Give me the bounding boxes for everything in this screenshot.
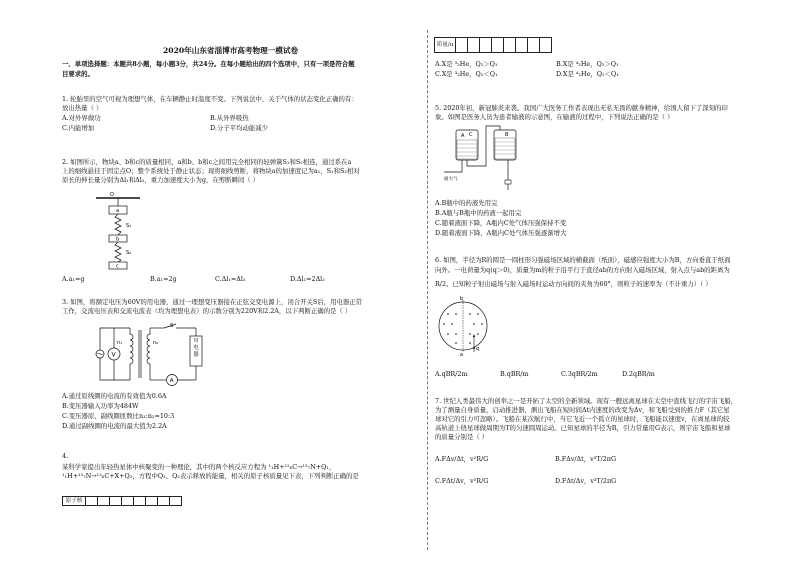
q4-stem: 某科学家提出年轻热星体中核聚变的一种理论，其中的两个核反应方程为 ¹₁H+¹²₆C→¹³₇N+Q₁， [62, 463, 336, 471]
q2-option-d[interactable]: D.Δl₁=2Δl₂ [290, 275, 325, 283]
q2-stem-cont1: 上的细线悬挂于固定点O；整个系统处于静止状态；现将细线剪断，将物块a的加速度记为a₁，S₁和S₂相对 [62, 167, 360, 175]
q6-stem-cont2: R/2。已知粒子射出磁场与射入磁场时运动方向间的夹角为60°，则粒子的速率为（不计重力）（ ） [435, 280, 712, 288]
q4-option-c[interactable]: C.X是 ³₂He，Q₂＜Q₁ [435, 70, 498, 78]
q6-label-b: b [460, 296, 464, 302]
q4-nuclide-table-left [62, 496, 182, 506]
q7-stem-cont4: 的质量分别是（ ） [435, 433, 489, 441]
q5-label-b: B [505, 132, 509, 138]
q2-label-o: O [110, 192, 114, 198]
q2-label-a: a [116, 208, 120, 214]
q6-option-c[interactable]: C.3qBR/2m [561, 370, 598, 378]
q2-label-b: b [116, 236, 120, 243]
q3-label-n2: n₂ [153, 340, 159, 346]
q2-label-s2: S₂ [126, 250, 132, 256]
q4-number: 4. [62, 452, 69, 460]
q4-option-d[interactable]: D.X是 ⁴₂He，Q₂＜Q₁ [556, 70, 619, 78]
q3-stem: 3. 如图，将额定电压为60V的用电器，通过一理想变压器接在正弦交变电源上，闭合开关S后，用电器正常 [62, 298, 363, 306]
q7-stem-cont1: 为了测量自身质量，启动推进器，测出飞船在短时间Δt内速度的改变为Δv，和飞船受到的推力F（其它星 [435, 406, 730, 414]
q5-bottle-a [456, 130, 478, 160]
q7-stem-cont3: 高轨道上绕星球做周期为T的匀速圆周运动。已知星球的半径为R，引力常量用G表示，则宇宙飞船和星球 [435, 424, 731, 432]
q1-option-d[interactable]: D.分子平均动能减少 [210, 124, 269, 132]
q6-option-b[interactable]: B.qBR/m [500, 370, 529, 378]
q5-option-d[interactable]: D.随着液面下降，A瓶内C处气体压强逐渐增大 [435, 229, 567, 237]
q7-option-a[interactable]: A.FΔv/Δt，v²R/G [435, 455, 489, 463]
q1-stem-cont: 放出热量（ ） [62, 104, 103, 112]
q4-stem-cont: ¹₁H+¹⁵₇N→¹²₆C+X+Q₂，方程中Q₁、Q₂表示释放的能量，相关的原子核质量见下表，下列判断正确的是 [62, 472, 359, 480]
q3-option-a[interactable]: A.通过原线圈的电流的有效值为0.6A [62, 392, 167, 400]
section1-heading-cont: 目要求的。 [62, 70, 94, 78]
q5-stem-cont: 象。如图是医务人员为患者输液的示意图，在输液的过程中，下列说法正确的是（ ） [435, 113, 674, 121]
q4-table-header-text: 原子核 [65, 498, 83, 504]
q5-stem: 5. 2020年初，新冠肺炎来袭。我国广大医务工作者表现出无私无畏的献身精神，给国人留下了深刻的印 [435, 104, 728, 112]
q3-option-d[interactable]: D.通过副线圈的电流的最大值为2.2A [62, 422, 167, 430]
q3-label-s: S [170, 323, 174, 329]
q3-option-c[interactable]: C.变压器原、副线圈匝数比n₁:n₂=10:3 [62, 412, 175, 420]
q6-particle [473, 347, 475, 349]
q7-option-b[interactable]: B.FΔv/Δt，v³T/2πG [555, 455, 617, 463]
q3-label-v: V [111, 351, 116, 359]
q1-option-c[interactable]: C.内能增加 [62, 124, 95, 132]
q4-option-b[interactable]: B.X是 ⁴₂He，Q₂＞Q₁ [556, 60, 619, 68]
q2-spring-s1 [115, 214, 121, 235]
q3-stem-cont: 工作，交流电压表和交流电流表（均为理想电表）的示数分别为220V和2.2A，以下判断正确的是（ ） [62, 307, 352, 315]
q3-label-load: 用电器 [193, 338, 199, 358]
q2-option-c[interactable]: C.Δl₁=Δl₂ [215, 275, 246, 283]
q3-transformer-circuit [92, 322, 212, 386]
q7-stem-cont2: 球对它的引力可忽略）。飞船在某次航行中，当它飞近一个孤立的星球时，飞船能以速度v，在离星球的较 [435, 415, 730, 423]
q1-option-a[interactable]: A.对外界做功 [62, 114, 101, 122]
q4-table-mass-label [435, 38, 456, 53]
q2-stem: 2. 如图所示，物块a、b和c的质量相同，a和b、b和c之间用完全相同的轻弹簧S₁和S₂相连，通过系在a [62, 158, 352, 166]
q2-stem-cont2: 原长的伸长量分别为Δl₁和Δl₂，重力加速度大小为g，在剪断瞬间（ ） [62, 176, 260, 184]
q5-label-c: C [469, 132, 473, 138]
q6-velocity-arrow [473, 334, 475, 337]
q5-option-a[interactable]: A.B瓶中的药液先用完 [435, 199, 498, 207]
q7-stem: 7. 世纪人类最伟大的创举之一是开拓了太空的全新领域。现有一艘远离星球在太空中直线飞行的宇宙飞船， [435, 397, 738, 405]
q5-option-b[interactable]: B.A瓶与B瓶中的药液一起用完 [435, 209, 522, 217]
q2-option-b[interactable]: B.a₁=2g [150, 275, 177, 283]
q5-label-a: A [461, 133, 465, 139]
exam-title: 2020年山东省淄博市高考物理一模试卷 [163, 46, 299, 55]
q1-option-b[interactable]: B.从外界吸热 [210, 114, 249, 122]
q4-table-mass-text: 质量/u [436, 42, 454, 48]
q2-spring-diagram [88, 192, 148, 270]
q7-option-d[interactable]: D.FΔt/Δv，v³T/2πG [555, 477, 617, 485]
q4-option-a[interactable]: A.X是 ³₂He，Q₂＞Q₁ [435, 60, 498, 68]
q5-infusion-diagram [442, 124, 530, 192]
q3-label-a: A [169, 378, 174, 385]
q2-spring-s2 [115, 242, 121, 262]
q2-option-a[interactable]: A.a₁=g [62, 275, 85, 283]
q4-table-header [63, 497, 86, 506]
q3-secondary-coil [147, 328, 150, 380]
q5-air-tube [444, 160, 462, 172]
q6-stem: 6. 如图，半径为R的圆是一圆柱形匀强磁场区域的横截面（纸面），磁感应强度大小为B，方向垂直于纸面 [435, 256, 731, 264]
q5-option-c[interactable]: C.随着液面下降，A瓶内C处气体压强保持不变 [435, 219, 567, 227]
q1-stem: 1. 轮胎里的空气可视为理想气体，在车辆静止时温度不变。下列说法中，关于气体的状态变化正确的有： [62, 95, 358, 103]
q3-label-n1: n₁ [117, 340, 123, 346]
q6-label-a: a [460, 352, 464, 356]
q7-option-c[interactable]: C.FΔt/Δv，v²R/G [435, 477, 489, 485]
q4-nuclide-table-right [434, 37, 552, 53]
q6-magnetic-field-diagram [436, 296, 492, 356]
q6-label-q: q [476, 346, 480, 352]
q5-label-inlet: 通大气 [444, 177, 458, 182]
q2-label-s1: S₁ [126, 223, 132, 229]
q6-option-d[interactable]: D.2qBR/m [622, 370, 655, 378]
q6-option-a[interactable]: A.qBR/2m [435, 370, 468, 378]
section1-heading: 一、单项选择题：本题共8小题，每小题3分，共24分。在每小题给出的四个选项中，只有一项是符合题 [62, 60, 355, 68]
q3-option-b[interactable]: B.变压器输入功率为484W [62, 402, 139, 410]
q6-stem-cont1: 向外。一电荷量为q(q＞0)，质量为m的粒子沿平行于直径ab的方向射入磁场区域，射入点与ab的距离为 [435, 266, 730, 274]
q2-label-c: c [116, 263, 119, 270]
q3-primary-coil [130, 328, 133, 380]
q5-drip-chamber [505, 180, 511, 184]
column-divider [427, 30, 428, 550]
